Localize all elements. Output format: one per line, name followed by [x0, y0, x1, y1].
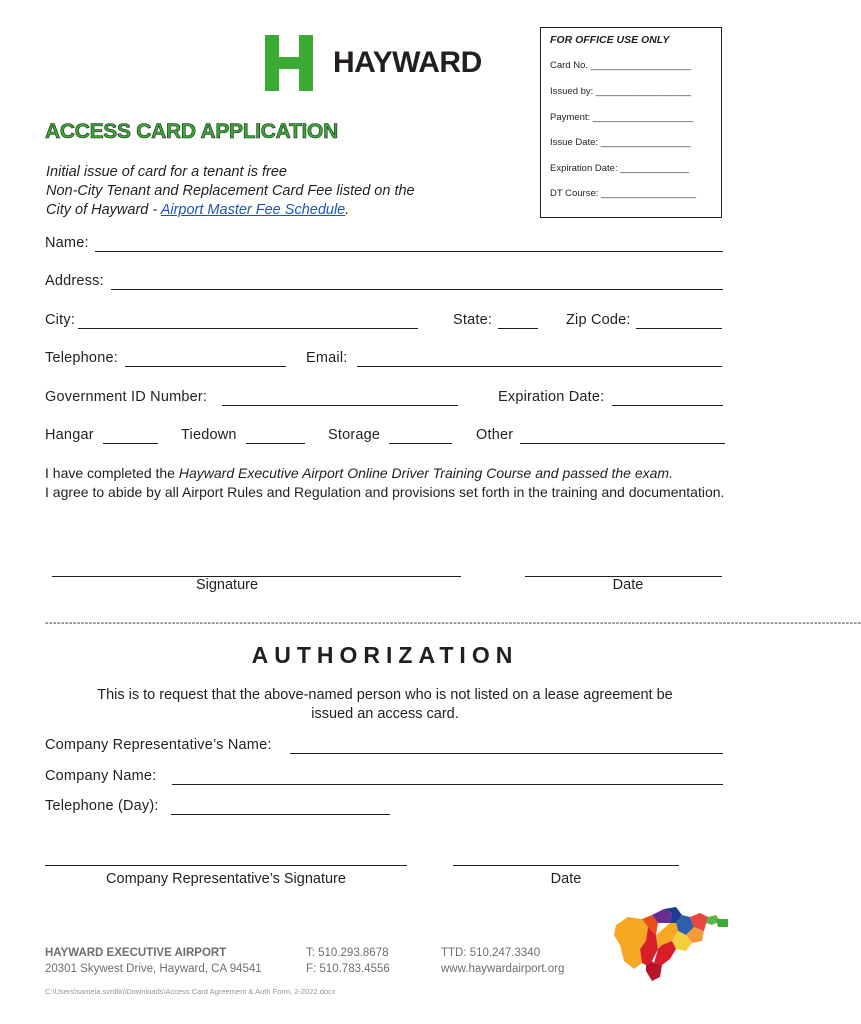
authorization-title: AUTHORIZATION	[251, 642, 519, 668]
name-field[interactable]	[95, 251, 723, 252]
telephone-day-field[interactable]	[171, 814, 390, 815]
footer-ttd: TTD: 510.247.3340	[441, 947, 541, 959]
rep-signature-line[interactable]	[45, 865, 407, 866]
zip-field[interactable]	[636, 328, 722, 329]
expiration-field[interactable]	[612, 405, 723, 406]
intro-line-3	[46, 201, 349, 219]
city-label: City:	[45, 312, 75, 328]
expiration-label: Expiration Date:	[498, 389, 605, 405]
rep-signature-label: Company Representative’s Signature	[106, 871, 346, 887]
rep-name-field[interactable]	[290, 753, 723, 754]
office-card-no: Card No. ___________________	[550, 60, 692, 71]
footer-website[interactable]: www.haywardairport.org	[441, 963, 565, 975]
hayward-logo-wordmark: HAYWARD	[333, 46, 482, 79]
address-label: Address:	[45, 273, 104, 289]
telephone-field[interactable]	[125, 366, 286, 367]
agreement-rest: I agree to abide by all Airport Rules and Regulation and provisions set forth in the training and documentation.	[45, 483, 725, 500]
hangar-field[interactable]	[103, 443, 158, 444]
agreement-course: Hayward Executive Airport Online Driver Training Course and passed the exam.	[178, 465, 673, 481]
storage-label: Storage	[328, 427, 381, 443]
address-field[interactable]	[111, 289, 723, 290]
agreement-prefix: I have completed the	[45, 465, 179, 481]
authorization-request-line-2: issued an access card.	[311, 706, 459, 722]
footer-airport-name: HAYWARD EXECUTIVE AIRPORT	[45, 947, 227, 959]
telephone-day-label: Telephone (Day):	[45, 798, 159, 814]
date-label: Date	[612, 577, 644, 593]
bay-area-map-icon	[612, 905, 732, 985]
footer-address: 20301 Skywest Drive, Hayward, CA 94541	[45, 963, 262, 975]
file-path-footer: C:\Users\sameia.svrdlin\Downloads\Access Card Agreement & Auth Form, 2-2022.docx	[45, 987, 336, 996]
dashed-separator: --------------------------------------------------------------------------------------------------------------------------------------------------------------------------------------------------------------	[45, 617, 861, 629]
other-field[interactable]	[520, 443, 725, 444]
intro-line-1: Initial issue of card for a tenant is free	[46, 164, 287, 180]
hayward-h-logo-icon	[265, 35, 313, 91]
storage-field[interactable]	[389, 443, 452, 444]
state-label: State:	[453, 312, 493, 328]
office-issued-by: Issued by: __________________	[550, 86, 692, 97]
office-dt-course: DT Course: __________________	[550, 188, 697, 199]
company-name-field[interactable]	[172, 784, 723, 785]
auth-date-label: Date	[550, 871, 582, 887]
office-payment: Payment: ___________________	[550, 112, 694, 123]
company-name-label: Company Name:	[45, 768, 157, 784]
signature-label: Signature	[195, 577, 259, 593]
office-use-box	[540, 27, 722, 218]
tiedown-field[interactable]	[246, 443, 305, 444]
auth-date-line[interactable]	[453, 865, 679, 866]
email-field[interactable]	[357, 366, 722, 367]
office-use-title: FOR OFFICE USE ONLY	[550, 34, 670, 46]
intro-line-2: Non-City Tenant and Replacement Card Fee listed on the	[46, 183, 415, 199]
city-field[interactable]	[78, 328, 418, 329]
zip-label: Zip Code:	[566, 312, 631, 328]
telephone-label: Telephone:	[45, 350, 118, 366]
authorization-request-line-1: This is to request that the above-named person who is not listed on a lease agreement be	[97, 687, 673, 703]
rep-name-label: Company Representative’s Name:	[45, 737, 272, 753]
intro-line-3-suffix: .	[345, 202, 350, 218]
intro-line-3-prefix: City of Hayward -	[46, 202, 161, 218]
footer-phone: T: 510.293.8678	[306, 947, 389, 959]
gov-id-field[interactable]	[222, 405, 458, 406]
agreement-text	[45, 464, 735, 501]
email-label: Email:	[306, 350, 348, 366]
name-label: Name:	[45, 235, 89, 251]
footer-fax: F: 510.783.4556	[306, 963, 390, 975]
hangar-label: Hangar	[45, 427, 94, 443]
office-issue-date: Issue Date: _________________	[550, 137, 691, 148]
office-expiration-date: Expiration Date: _____________	[550, 163, 689, 174]
state-field[interactable]	[498, 328, 538, 329]
form-title: ACCESS CARD APPLICATION	[45, 120, 338, 143]
fee-schedule-link[interactable]: Airport Master Fee Schedule	[160, 202, 346, 218]
gov-id-label: Government ID Number:	[45, 389, 208, 405]
tiedown-label: Tiedown	[181, 427, 237, 443]
other-label: Other	[476, 427, 514, 443]
